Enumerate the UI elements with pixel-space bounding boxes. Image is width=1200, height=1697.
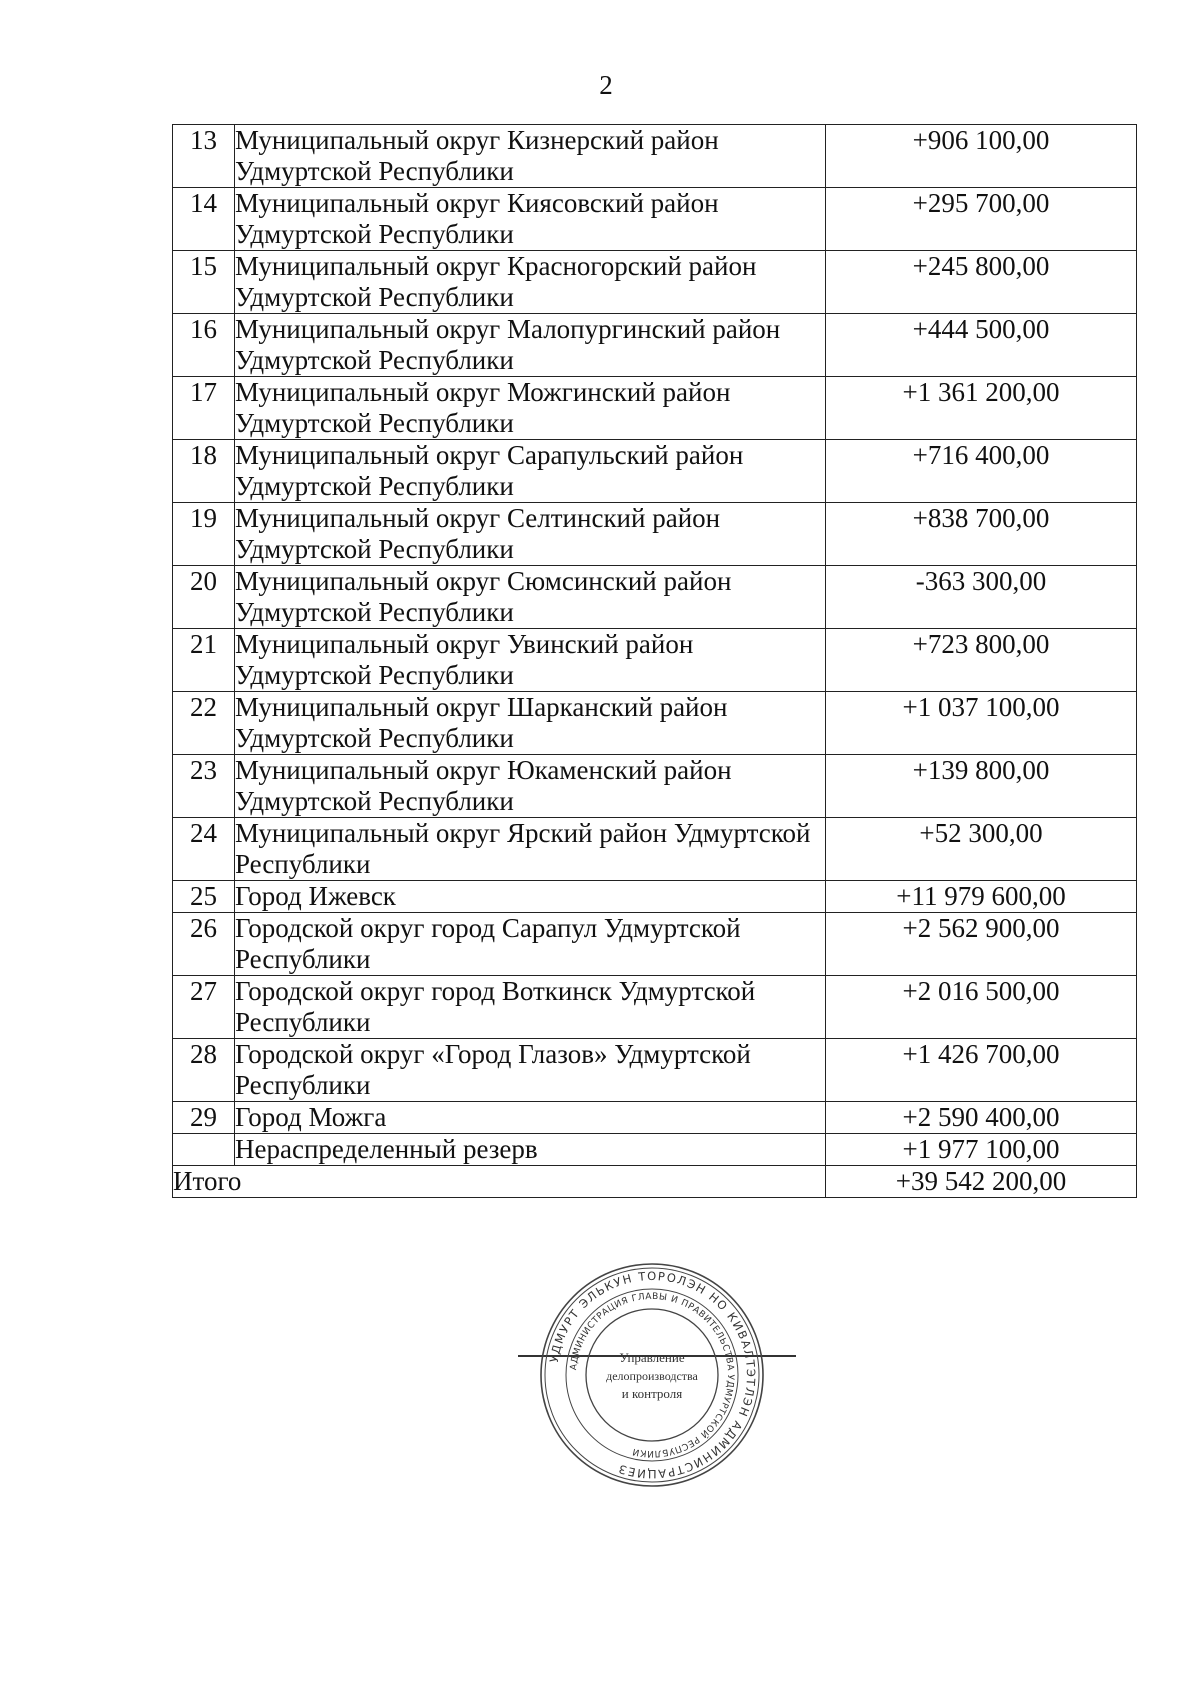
row-number: 25 xyxy=(173,881,235,913)
allocation-table xyxy=(172,124,1137,1198)
row-number: 29 xyxy=(173,1102,235,1134)
table-row xyxy=(173,314,1137,377)
row-name: Муниципальный округ Увинский район Удмуртской Республики xyxy=(235,629,826,692)
total-amount: +39 542 200,00 xyxy=(826,1166,1137,1198)
row-number xyxy=(173,1134,235,1166)
table-row xyxy=(173,755,1137,818)
row-name: Муниципальный округ Шарканский район Удмуртской Республики xyxy=(235,692,826,755)
official-seal xyxy=(539,1262,765,1488)
row-amount: +2 016 500,00 xyxy=(826,976,1137,1039)
row-number: 15 xyxy=(173,251,235,314)
row-amount: +2 590 400,00 xyxy=(826,1102,1137,1134)
row-amount: +716 400,00 xyxy=(826,440,1137,503)
row-name: Муниципальный округ Можгинский район Удмуртской Республики xyxy=(235,377,826,440)
table-row xyxy=(173,629,1137,692)
row-name: Город Ижевск xyxy=(235,881,826,913)
seal-center-line3: и контроля xyxy=(621,1386,683,1401)
seal-inner-text: АДМИНИСТРАЦИЯ ГЛАВЫ И ПРАВИТЕЛЬСТВА УДМУРТСКОЙ РЕСПУБЛИКИ xyxy=(569,1291,736,1459)
table-row xyxy=(173,692,1137,755)
row-amount: +1 977 100,00 xyxy=(826,1134,1137,1166)
row-number: 24 xyxy=(173,818,235,881)
row-amount: +723 800,00 xyxy=(826,629,1137,692)
row-number: 20 xyxy=(173,566,235,629)
row-amount: +52 300,00 xyxy=(826,818,1137,881)
row-amount: +1 037 100,00 xyxy=(826,692,1137,755)
table-row xyxy=(173,440,1137,503)
row-number: 18 xyxy=(173,440,235,503)
row-name: Муниципальный округ Сарапульский район Удмуртской Республики xyxy=(235,440,826,503)
table-row xyxy=(173,976,1137,1039)
row-amount: +906 100,00 xyxy=(826,125,1137,188)
row-amount: +245 800,00 xyxy=(826,251,1137,314)
row-number: 17 xyxy=(173,377,235,440)
row-name: Муниципальный округ Киясовский район Удмуртской Республики xyxy=(235,188,826,251)
table-row xyxy=(173,1102,1137,1134)
table-row xyxy=(173,125,1137,188)
row-name: Городской округ город Сарапул Удмуртской Республики xyxy=(235,913,826,976)
table-row xyxy=(173,1039,1137,1102)
table-row xyxy=(173,881,1137,913)
table-row xyxy=(173,503,1137,566)
row-amount: +2 562 900,00 xyxy=(826,913,1137,976)
row-name: Городской округ город Воткинск Удмуртской Республики xyxy=(235,976,826,1039)
row-amount: +1 426 700,00 xyxy=(826,1039,1137,1102)
row-name: Муниципальный округ Юкаменский район Удмуртской Республики xyxy=(235,755,826,818)
row-amount: +139 800,00 xyxy=(826,755,1137,818)
row-number: 23 xyxy=(173,755,235,818)
row-name: Муниципальный округ Малопургинский район Удмуртской Республики xyxy=(235,314,826,377)
seal-center-line1: Управление xyxy=(619,1350,685,1365)
table-row xyxy=(173,251,1137,314)
row-amount: +11 979 600,00 xyxy=(826,881,1137,913)
total-label: Итого xyxy=(173,1166,826,1198)
row-number: 27 xyxy=(173,976,235,1039)
seal-center-line2: делопроизводства xyxy=(606,1369,698,1383)
table-row xyxy=(173,1134,1137,1166)
table-row xyxy=(173,377,1137,440)
table-row xyxy=(173,188,1137,251)
row-number: 21 xyxy=(173,629,235,692)
row-number: 28 xyxy=(173,1039,235,1102)
row-name: Городской округ «Город Глазов» Удмуртской Республики xyxy=(235,1039,826,1102)
row-name: Муниципальный округ Селтинский район Удмуртской Республики xyxy=(235,503,826,566)
row-name: Город Можга xyxy=(235,1102,826,1134)
table-row xyxy=(173,818,1137,881)
total-row xyxy=(173,1166,1137,1198)
row-amount: +444 500,00 xyxy=(826,314,1137,377)
row-number: 26 xyxy=(173,913,235,976)
row-name: Муниципальный округ Сюмсинский район Удмуртской Республики xyxy=(235,566,826,629)
row-name: Муниципальный округ Красногорский район Удмуртской Республики xyxy=(235,251,826,314)
row-name: Муниципальный округ Кизнерский район Удмуртской Республики xyxy=(235,125,826,188)
table-row xyxy=(173,566,1137,629)
page-number: 2 xyxy=(599,70,613,100)
row-amount: -363 300,00 xyxy=(826,566,1137,629)
row-number: 13 xyxy=(173,125,235,188)
row-number: 19 xyxy=(173,503,235,566)
table-row xyxy=(173,913,1137,976)
row-number: 22 xyxy=(173,692,235,755)
row-amount: +1 361 200,00 xyxy=(826,377,1137,440)
row-amount: +838 700,00 xyxy=(826,503,1137,566)
seal-outer-text: УДМУРТ ЭЛЬКУН ТОРОЛЭН НО КИВАЛТЭТЛЭН АДМИНИСТРАЦИЕЗ xyxy=(546,1268,759,1482)
row-name: Нераспределенный резерв xyxy=(235,1134,826,1166)
row-number: 16 xyxy=(173,314,235,377)
row-name: Муниципальный округ Ярский район Удмуртской Республики xyxy=(235,818,826,881)
row-number: 14 xyxy=(173,188,235,251)
row-amount: +295 700,00 xyxy=(826,188,1137,251)
